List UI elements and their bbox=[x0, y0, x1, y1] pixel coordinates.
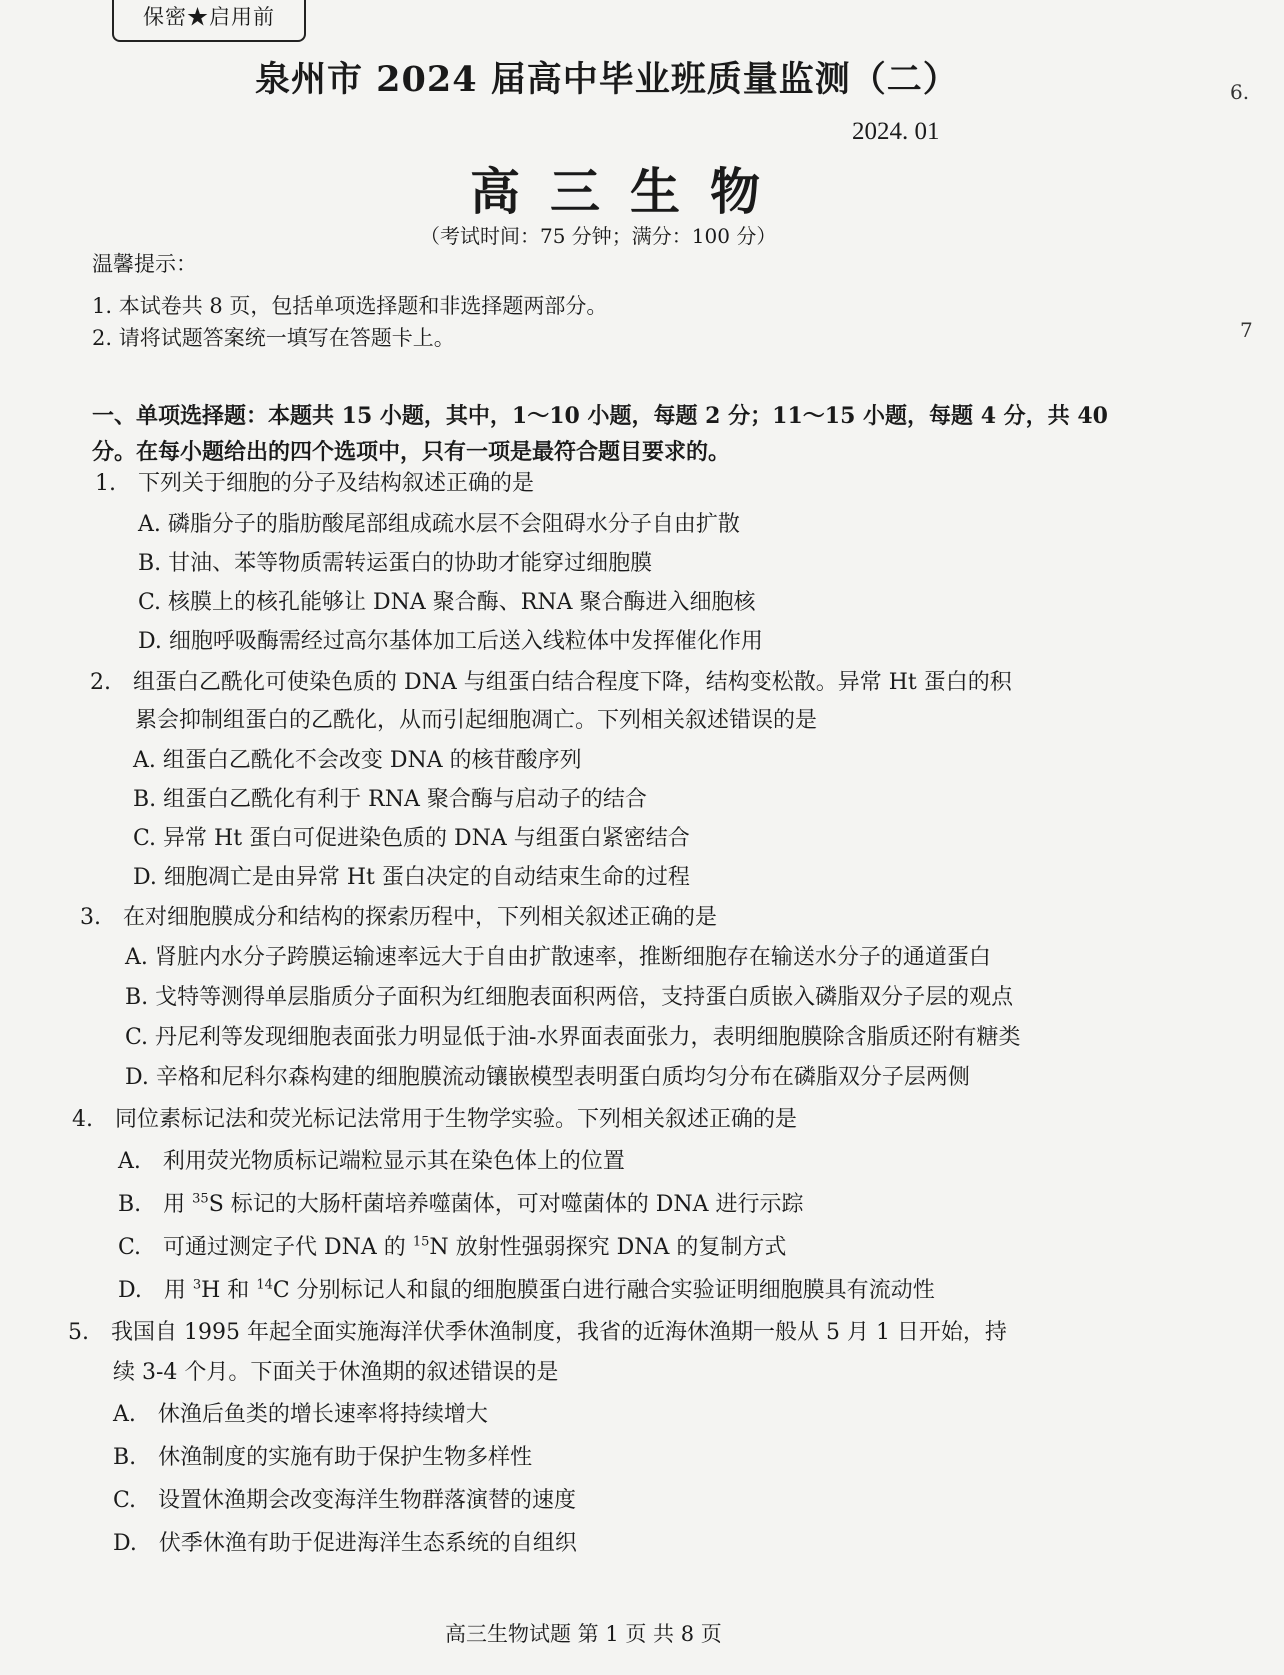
page-footer: 高三生物试题 第 1 页 共 8 页 bbox=[445, 1622, 722, 1646]
q4-option-a: A. 利用荧光物质标记端粒显示其在染色体上的位置 bbox=[118, 1149, 625, 1174]
q3-option-c: C. 丹尼利等发现细胞表面张力明显低于油-水界面表面张力，表明细胞膜除含脂质还附有糖类 bbox=[125, 1025, 1021, 1050]
q5-option-d: D. 伏季休渔有助于促进海洋生态系统的自组织 bbox=[113, 1531, 577, 1556]
q3-stem: 3. 在对细胞膜成分和结构的探索历程中，下列相关叙述正确的是 bbox=[80, 905, 717, 930]
q4-stem: 4. 同位素标记法和荧光标记法常用于生物学实验。下列相关叙述正确的是 bbox=[72, 1107, 797, 1132]
q3-option-d: D. 辛格和尼科尔森构建的细胞膜流动镶嵌模型表明蛋白质均匀分布在磷脂双分子层两侧 bbox=[125, 1065, 970, 1090]
q5-option-b: B. 休渔制度的实施有助于保护生物多样性 bbox=[113, 1445, 533, 1470]
tip-item: 1. 本试卷共 8 页，包括单项选择题和非选择题两部分。 bbox=[92, 294, 608, 318]
section-heading: 一、单项选择题：本题共 15 小题，其中，1～10 小题，每题 2 分；11～15 小题，每题 4 分，共 40 分。在每小题给出的四个选项中，只有一项是最符合题目要求的。 bbox=[92, 403, 1108, 465]
q4-option-c: C. 可通过测定子代 DNA 的 $^{15}$N 放射性强弱探究 DNA 的复制方式 bbox=[118, 1234, 787, 1260]
q4-option-b: B. 用 $^{35}$S 标记的大肠杆菌培养噬菌体，可对噬菌体的 DNA 进行示踪 bbox=[118, 1191, 804, 1217]
q2-option-d: D. 细胞凋亡是由异常 Ht 蛋白决定的自动结束生命的过程 bbox=[133, 865, 690, 890]
tip-item: 2. 请将试题答案统一填写在答题卡上。 bbox=[92, 326, 455, 350]
confidential-stamp: 保密★启用前 bbox=[112, 0, 306, 42]
q3-option-a: A. 肾脏内水分子跨膜运输速率远大于自由扩散速率，推断细胞存在输送水分子的通道蛋白 bbox=[125, 945, 991, 970]
exam-date: 2024. 01 bbox=[852, 118, 940, 145]
q2-stem-2: 累会抑制组蛋白的乙酰化，从而引起细胞凋亡。下列相关叙述错误的是 bbox=[135, 708, 818, 733]
margin-note: 7 bbox=[1240, 318, 1253, 342]
q2-stem-1: 2. 组蛋白乙酰化可使染色质的 DNA 与组蛋白结合程度下降，结构变松散。异常 Ht 蛋白的积 bbox=[90, 670, 1012, 695]
q1-option-a: A. 磷脂分子的脂肪酸尾部组成疏水层不会阻碍水分子自由扩散 bbox=[138, 512, 740, 537]
margin-note: 6. bbox=[1230, 80, 1250, 104]
q5-stem-1: 5. 我国自 1995 年起全面实施海洋伏季休渔制度，我省的近海休渔期一般从 5 月 1 日开始，持 bbox=[68, 1320, 1007, 1345]
q3-option-b: B. 戈特等测得单层脂质分子面积为红细胞表面积两倍，支持蛋白质嵌入磷脂双分子层的观点 bbox=[125, 985, 1014, 1010]
q2-option-b: B. 组蛋白乙酰化有利于 RNA 聚合酶与启动子的结合 bbox=[133, 787, 647, 812]
exam-info: （考试时间：75 分钟；满分：100 分） bbox=[420, 224, 777, 248]
subject-title: 高三生物 bbox=[470, 162, 790, 221]
q1-option-c: C. 核膜上的核孔能够让 DNA 聚合酶、RNA 聚合酶进入细胞核 bbox=[138, 590, 756, 615]
q2-option-a: A. 组蛋白乙酰化不会改变 DNA 的核苷酸序列 bbox=[133, 748, 582, 773]
main-title: 泉州市 2024 届高中毕业班质量监测（二） bbox=[255, 59, 959, 100]
q5-stem-2: 续 3-4 个月。下面关于休渔期的叙述错误的是 bbox=[113, 1360, 559, 1385]
q2-option-c: C. 异常 Ht 蛋白可促进染色质的 DNA 与组蛋白紧密结合 bbox=[133, 826, 690, 851]
q4-option-d: D. 用 $^3$H 和 $^{14}$C 分别标记人和鼠的细胞膜蛋白进行融合实验证明细胞膜具有流动性 bbox=[118, 1277, 935, 1303]
q1-option-b: B. 甘油、苯等物质需转运蛋白的协助才能穿过细胞膜 bbox=[138, 551, 653, 576]
tips-title: 温馨提示： bbox=[92, 252, 197, 276]
q5-option-c: C. 设置休渔期会改变海洋生物群落演替的速度 bbox=[113, 1488, 577, 1513]
q5-option-a: A. 休渔后鱼类的增长速率将持续增大 bbox=[113, 1402, 488, 1427]
q1-option-d: D. 细胞呼吸酶需经过高尔基体加工后送入线粒体中发挥催化作用 bbox=[138, 629, 763, 654]
q1-stem: 1. 下列关于细胞的分子及结构叙述正确的是 bbox=[95, 471, 534, 496]
